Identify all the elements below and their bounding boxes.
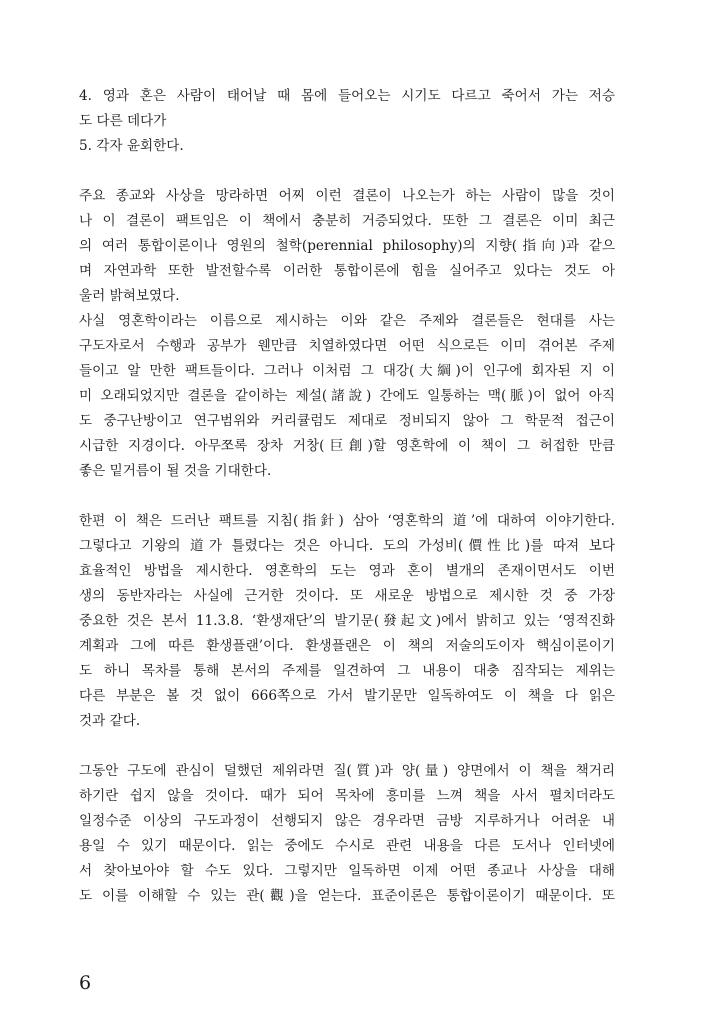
text-line: 그동안 구도에 관심이 덜했던 제위라면 질(質)과 양(量) 양면에서 이 책을 책거리 <box>79 763 615 779</box>
list-item-4 <box>79 84 615 134</box>
text-line: 다른 부분은 볼 것 없이 666쪽으로 가서 발기문만 일독하여도 이 책을 다 읽은 <box>79 688 615 704</box>
text-line: 울러 밝혀보였다. <box>79 288 180 304</box>
text-line: 좋은 밑거름이 될 것을 기대한다. <box>79 463 272 479</box>
text-line: 들이고 알 만한 팩트들이다. 그러나 이처럼 그 대강(大綱)이 인구에 회자된 지 이 <box>79 363 615 379</box>
text-line: 5. 각자 윤회한다. <box>79 138 184 154</box>
text-line: 일정수준 이상의 구도과정이 선행되지 않은 경우라면 금방 지루하거나 어려운 내 <box>79 813 615 829</box>
text-line: 것과 같다. <box>79 713 141 729</box>
text-line: 서 찾아보아야 할 수도 있다. 그렇지만 일독하면 이제 어떤 종교나 사상을 대해 <box>79 863 615 879</box>
paragraph-gap <box>79 734 615 759</box>
text-line: 시급한 지경이다. 아무쪼록 장차 거창(巨創)할 영혼학에 이 책이 그 허접한 만큼 <box>79 438 615 454</box>
text-line: 계획과 그에 따른 환생플랜’이다. 환생플랜은 이 책의 저술의도이자 핵심이론이기 <box>79 638 615 654</box>
document-body <box>79 84 615 909</box>
paragraph <box>79 759 615 909</box>
text-line: 미 오래되었지만 결론을 같이하는 제설(諸說) 간에도 일통하는 맥(脈)이 없어 아직 <box>79 388 615 404</box>
paragraph <box>79 184 615 309</box>
text-line: 도 중구난방이고 연구범위와 커리큘럼도 제대로 정비되지 않아 그 학문적 접근이 <box>79 413 615 429</box>
text-line: 며 자연과학 또한 발전할수록 이러한 통합이론에 힘을 실어주고 있다는 것도 아 <box>79 263 615 279</box>
paragraph-gap <box>79 484 615 509</box>
text-line: 나 이 결론이 팩트임은 이 책에서 충분히 거증되었다. 또한 그 결론은 이미 최근 <box>79 213 615 229</box>
text-line: 주요 종교와 사상을 망라하면 어찌 이런 결론이 나오는가 하는 사람이 많을 것이 <box>79 188 615 204</box>
text-line: 도 이를 이해할 수 있는 관(觀)을 얻는다. 표준이론은 통합이론이기 때문이다. 또 <box>79 888 615 904</box>
text-line: 효율적인 방법을 제시한다. 영혼학의 도는 영과 혼이 별개의 존재이면서도 이번 <box>79 563 615 579</box>
text-line: 생의 동반자라는 사실에 근거한 것이다. 또 새로운 방법으로 제시한 것 중 가장 <box>79 588 615 604</box>
text-line: 용일 수 있기 때문이다. 읽는 중에도 수시로 관련 내용을 다른 도서나 인터넷에 <box>79 838 615 854</box>
text-line: 그렇다고 기왕의 道가 틀렸다는 것은 아니다. 도의 가성비(價性比)를 따져 보다 <box>79 538 615 554</box>
text-line: 중요한 것은 본서 11.3.8. ‘환생재단’의 발기문(發起文)에서 밝히고 있는 ‘영적진화 <box>79 613 615 629</box>
text-line: 의 여러 통합이론이나 영원의 철학(perennial philosophy)의 지향(指向)과 같으 <box>79 238 615 254</box>
text-line: 구도자로서 수행과 공부가 웬만큼 치열하였다면 어떤 식으로든 이미 겪어본 주제 <box>79 338 615 354</box>
text-line: 사실 영혼학이라는 이름으로 제시하는 이와 같은 주제와 결론들은 현대를 사는 <box>79 313 615 329</box>
paragraph <box>79 309 615 484</box>
text-line: 4. 영과 혼은 사람이 태어날 때 몸에 들어오는 시기도 다르고 죽어서 가는 저승 <box>79 88 615 104</box>
paragraph <box>79 509 615 734</box>
list-item-5 <box>79 134 615 159</box>
text-line: 하기란 쉽지 않을 것이다. 때가 되어 목차에 흥미를 느껴 책을 사서 펼치더라도 <box>79 788 615 804</box>
page-number: 6 <box>79 972 92 994</box>
paragraph-gap <box>79 159 615 184</box>
text-line: 한편 이 책은 드러난 팩트를 지침(指針) 삼아 ‘영혼학의 道’에 대하여 이야기한다. <box>79 513 615 529</box>
text-line: 도 다른 데다가 <box>79 113 167 129</box>
text-line: 도 하니 목차를 통해 본서의 주제를 일견하여 그 내용이 대충 짐작되는 제위는 <box>79 663 615 679</box>
